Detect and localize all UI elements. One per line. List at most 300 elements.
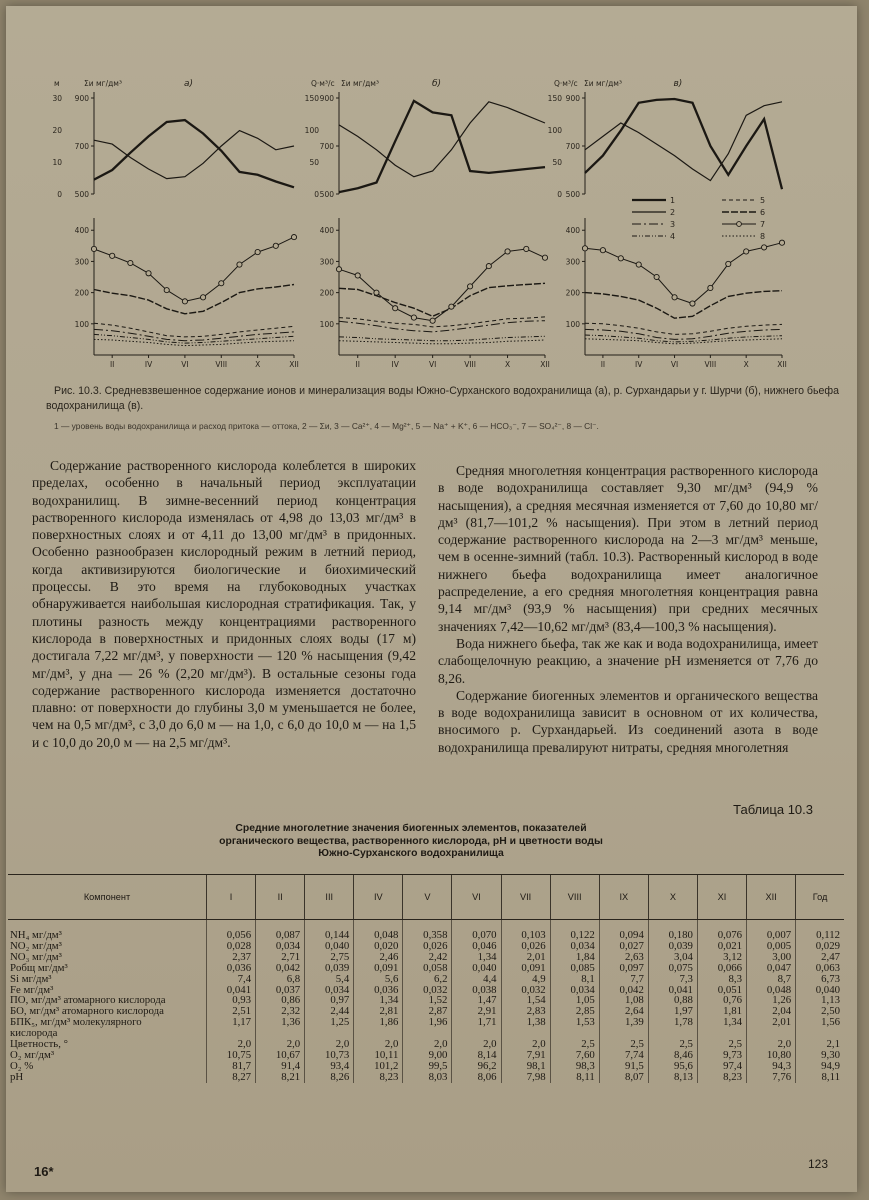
column-header: V [403,875,452,920]
table-cell: 0,046 [452,941,501,952]
series-marker [672,295,677,300]
table-cell: 7,76 [747,1072,796,1083]
table-cell: 2,32 [256,1006,305,1017]
table-cell: 91,4 [256,1061,305,1072]
table-cell: 0,026 [501,941,550,952]
table-cell: 7,60 [550,1050,599,1061]
tick-label: 10 [52,158,62,167]
row-label: O₂ мг/дм³ [10,1048,55,1061]
table-cell: 0,041 [207,985,256,996]
table-title-line: Южно-Сурханского водохранилища [318,848,504,859]
axis-label: Σи мг/дм³ [341,79,379,88]
legend-label: 1 [670,196,676,205]
figure-svg [32,60,842,390]
table-cell: 0,094 [599,920,648,941]
tick-label: IV [144,360,153,369]
panel-label: а) [184,79,194,89]
table-cell: 0,047 [747,963,796,974]
table-cell: 1,05 [550,995,599,1006]
table-cell: 8,23 [697,1072,746,1083]
legend-label: 7 [760,220,766,229]
series-marker [618,256,623,261]
table-cell: 1,84 [550,952,599,963]
table-row [8,1072,844,1083]
axis-label: Σи мг/дм³ [584,79,622,88]
column-header: X [648,875,697,920]
table-cell: 0,122 [550,920,599,941]
table-cell: 0,070 [452,920,501,941]
table-cell: 1,26 [747,995,796,1006]
tick-label: 900 [565,94,580,103]
tick-label: 200 [565,288,580,298]
table-cell: 10,80 [747,1050,796,1061]
table-cell: 94,3 [747,1061,796,1072]
series-marker [182,299,187,304]
row-label: NO₃ мг/дм³ [10,950,62,963]
series-marker [761,245,766,250]
tick-label: 700 [319,142,334,151]
series-line [94,329,294,340]
series-line [585,335,782,342]
table-cell: 2,1 [796,1039,844,1050]
row-label: БО, мг/дм³ атомарного кислорода [10,1005,164,1018]
row-label: Цветность, ° [10,1038,68,1051]
axis-label: Σи мг/дм³ [84,79,122,88]
table-cell: 1,34 [354,995,403,1006]
series-marker [636,262,641,267]
table-cell: 0,039 [305,963,354,974]
tick-label: 900 [74,94,89,103]
table-cell: 0,020 [354,941,403,952]
series-marker [237,262,242,267]
column-header: VII [501,875,550,920]
table-cell: 0,034 [550,985,599,996]
series-marker [430,318,435,323]
table-cell: 3,00 [747,952,796,963]
table-cell: 0,034 [550,941,599,952]
table-cell: 1,78 [648,1017,697,1039]
legend-label: 3 [670,220,676,229]
table-header-row [8,875,844,920]
series-line [94,120,294,187]
table-cell: 99,5 [403,1061,452,1072]
column-header: XII [747,875,796,920]
panel-label: в) [673,79,683,89]
table-cell: 2,47 [796,952,844,963]
table-cell: 0,041 [648,985,697,996]
table-cell: 0,144 [305,920,354,941]
table-cell: 1,36 [256,1017,305,1039]
tick-label: 0 [314,190,319,199]
table-cell: 2,5 [550,1039,599,1050]
table-cell: 91,5 [599,1061,648,1072]
table-cell: 2,64 [599,1006,648,1017]
table-cell: 2,01 [501,952,550,963]
table-cell: 2,50 [796,1006,844,1017]
table-cell: 3,12 [697,952,746,963]
table-cell: 1,34 [697,1017,746,1039]
tick-label: 300 [565,257,580,267]
table-cell: 1,39 [599,1017,648,1039]
tick-label: VIII [704,360,717,369]
table-cell: 2,46 [354,952,403,963]
tick-label: VIII [464,360,476,369]
table-cell: 2,0 [256,1039,305,1050]
table-cell: 0,029 [796,941,844,952]
table-cell: 0,058 [403,963,452,974]
table-cell: 0,007 [747,920,796,941]
table-cell: 5,4 [305,974,354,985]
series-marker [128,260,133,265]
table-cell: 0,075 [648,963,697,974]
table-cell: 8,06 [452,1072,501,1083]
series-marker [110,253,115,258]
chart-panel [582,92,785,358]
tick-label: X [504,360,511,369]
panel-label: б) [432,79,442,89]
table-cell: 2,63 [599,952,648,963]
series-marker [779,240,784,245]
table-cell: 2,44 [305,1006,354,1017]
table-cell: 1,34 [452,952,501,963]
paragraph: Содержание биогенных элементов и органического вещества в воде водохранилища зависит в основном от их количества, вносимого р. Сурхандарьей. Из соединений азота в воде водохранилища превалируют нитраты, средняя многолетняя [438,687,818,755]
series-line [339,321,545,332]
table-cell: 2,5 [697,1039,746,1050]
tick-label: 50 [309,158,319,167]
tick-label: XII [289,360,299,369]
table-cell: 2,0 [501,1039,550,1050]
tick-label: XII [540,360,550,369]
page-number: 123 [808,1157,829,1171]
table-cell: 93,4 [305,1061,354,1072]
tick-label: II [355,360,360,369]
table-cell: 0,026 [403,941,452,952]
row-label: БПК₅, мг/дм³ молекулярного кислорода [10,1016,142,1040]
table-cell: 0,180 [648,920,697,941]
tick-label: 200 [319,288,334,298]
table-cell: 0,040 [452,963,501,974]
series-marker [726,261,731,266]
series-marker [600,248,605,253]
table-cell: 1,96 [403,1017,452,1039]
legend-label: 6 [760,208,766,217]
tick-label: X [255,360,261,369]
table-cell: 7,91 [501,1050,550,1061]
column-header: VI [452,875,501,920]
table-row [8,963,844,974]
table-cell: 8,7 [747,974,796,985]
table-cell: 1,38 [501,1017,550,1039]
table-cell: 0,040 [305,941,354,952]
series-line [339,101,545,192]
row-label: NO₂ мг/дм³ [10,939,62,952]
table-cell: 7,4 [207,974,256,985]
table-cell: 0,087 [256,920,305,941]
column-header: IV [354,875,403,920]
data-table [8,874,844,1083]
series-marker [336,267,341,272]
table-cell: 0,028 [207,941,256,952]
table-cell: 2,01 [747,1017,796,1039]
table-cell: 10,73 [305,1050,354,1061]
table-cell: 2,0 [354,1039,403,1050]
table-row [8,974,844,985]
table-cell: 1,08 [599,995,648,1006]
table-cell: 0,021 [697,941,746,952]
table-cell: 9,00 [403,1050,452,1061]
table-cell: 94,9 [796,1061,844,1072]
table-cell: 7,98 [501,1072,550,1083]
tick-label: 50 [552,158,562,167]
tick-label: 900 [319,94,334,103]
tick-label: VI [428,360,437,369]
series-line [94,339,294,345]
row-label: Si мг/дм³ [10,972,52,985]
table-cell: 81,7 [207,1061,256,1072]
table-cell: 2,0 [305,1039,354,1050]
table-cell: 0,027 [599,941,648,952]
table-cell: 2,87 [403,1006,452,1017]
table-title-line: Средние многолетние значения биогенных элементов, показателей [235,823,587,834]
series-line [339,249,545,321]
table-cell: 2,0 [207,1039,256,1050]
table-cell: 0,091 [354,963,403,974]
axis-label: м [54,79,60,88]
table-cell: 8,27 [207,1072,256,1083]
column-header: Год [796,875,844,920]
table-title [126,823,696,861]
tick-label: 400 [319,226,334,236]
table-cell: 0,76 [697,995,746,1006]
table-cell: 0,039 [648,941,697,952]
series-line [94,237,294,301]
series-marker [690,301,695,306]
table-cell: 6,8 [256,974,305,985]
tick-label: 100 [319,319,334,329]
table-cell: 8,23 [354,1072,403,1083]
table-cell: 98,1 [501,1061,550,1072]
tick-label: II [109,360,115,369]
table-cell: 0,034 [305,985,354,996]
table-row [8,1017,844,1039]
table-cell: 0,038 [452,985,501,996]
series-marker [542,255,547,260]
table-number: Таблица 10.3 [733,802,813,817]
table-cell: 96,2 [452,1061,501,1072]
table-cell: 95,6 [648,1061,697,1072]
table-cell: 0,86 [256,995,305,1006]
row-label: Pобщ мг/дм³ [10,961,68,974]
tick-label: 100 [547,126,562,135]
table-cell: 0,056 [207,920,256,941]
table-cell: 2,0 [747,1039,796,1050]
chart-panel [336,92,548,358]
table-row [8,941,844,952]
table-row [8,1039,844,1050]
table-cell: 2,42 [403,952,452,963]
tick-label: 500 [319,190,334,199]
left-column [32,457,416,751]
table-cell: 0,97 [305,995,354,1006]
table-cell: 4,9 [501,974,550,985]
table-cell: 8,1 [550,974,599,985]
table-cell: 8,13 [648,1072,697,1083]
paragraph: Вода нижнего бьефа, так же как и вода водохранилища, имеет слабощелочную реакцию, а значение pH изменяется от 7,76 до 8,26. [438,635,818,686]
tick-label: II [600,360,606,369]
tick-label: IV [391,360,399,369]
table-cell: 8,07 [599,1072,648,1083]
table-cell: 10,75 [207,1050,256,1061]
table-cell: 0,037 [256,985,305,996]
caption-main: Рис. 10.3. Средневзвешенное содержание ионов и минерализация воды Южно-Сурханского водохранилища (а), р. Сурхандарьи у г. Шурчи (б), нижнего бьефа водохранилища (в). [46,385,840,412]
table-cell: 4,4 [452,974,501,985]
table-cell: 0,358 [403,920,452,941]
table-cell: 0,103 [501,920,550,941]
table-cell: 0,048 [747,985,796,996]
tick-label: VI [181,360,189,369]
table-cell: 8,46 [648,1050,697,1061]
row-label: pH [10,1070,24,1083]
figure-10-3 [32,60,842,390]
series-marker [91,246,96,251]
column-header: XI [697,875,746,920]
axis-label: Q·м³/с [311,79,335,88]
series-marker [582,246,587,251]
column-header: I [207,875,256,920]
table-cell: 8,03 [403,1072,452,1083]
series-line [94,334,294,343]
series-marker [449,304,454,309]
table-cell: 7,74 [599,1050,648,1061]
table-cell: 2,51 [207,1006,256,1017]
series-marker [255,249,260,254]
table-cell: 0,048 [354,920,403,941]
series-marker [164,288,169,293]
table-row [8,1050,844,1061]
tick-label: 700 [565,142,580,151]
table-cell: 98,3 [550,1061,599,1072]
tick-label: 150 [304,94,319,103]
table-cell: 0,112 [796,920,844,941]
table-cell: 2,83 [501,1006,550,1017]
table-cell: 7,7 [599,974,648,985]
series-marker [467,284,472,289]
series-marker [524,246,529,251]
table-cell: 1,17 [207,1017,256,1039]
table-cell: 10,67 [256,1050,305,1061]
table-cell: 1,25 [305,1017,354,1039]
series-marker [708,285,713,290]
table-cell: 10,11 [354,1050,403,1061]
series-line [585,291,782,319]
table-cell: 0,066 [697,963,746,974]
series-line [585,243,782,304]
table-cell: 1,97 [648,1006,697,1017]
table-cell: 0,051 [697,985,746,996]
table-cell: 2,04 [747,1006,796,1017]
table-cell: 0,097 [599,963,648,974]
tick-label: VIII [215,360,228,369]
series-marker [146,271,151,276]
table-cell: 2,85 [550,1006,599,1017]
table-cell: 8,11 [550,1072,599,1083]
tick-label: 100 [74,319,89,329]
table-cell: 0,040 [796,985,844,996]
table-cell: 0,091 [501,963,550,974]
table-cell: 97,4 [697,1061,746,1072]
table-cell: 1,53 [550,1017,599,1039]
legend-label: 5 [760,196,766,205]
table-cell: 0,032 [403,985,452,996]
table-cell: 0,005 [747,941,796,952]
table-cell: 0,042 [599,985,648,996]
series-marker [374,290,379,295]
axis-label: Q·м³/с [554,79,578,88]
table-row [8,1061,844,1072]
table-cell: 5,6 [354,974,403,985]
row-label: NH₄ мг/дм³ [10,929,62,941]
tick-label: 400 [565,226,580,236]
table-cell: 1,54 [501,995,550,1006]
tick-label: 200 [74,288,89,298]
table-cell: 0,085 [550,963,599,974]
series-marker [393,306,398,311]
series-line [339,340,545,344]
table-cell: 8,3 [697,974,746,985]
table-cell: 8,11 [796,1072,844,1083]
series-marker [505,249,510,254]
series-marker [200,295,205,300]
table-cell: 0,034 [256,941,305,952]
table-cell: 0,042 [256,963,305,974]
table-cell: 1,56 [796,1017,844,1039]
tick-label: 100 [304,126,319,135]
tick-label: 100 [565,319,580,329]
book-page [6,6,857,1192]
tick-label: 700 [74,142,89,151]
row-label: O₂ % [10,1059,34,1072]
tick-label: X [743,360,749,369]
table-cell: 2,71 [256,952,305,963]
series-line [94,323,294,337]
series-marker [355,273,360,278]
table-cell: 1,71 [452,1017,501,1039]
series-marker [219,281,224,286]
table-cell: 1,81 [697,1006,746,1017]
series-marker [654,274,659,279]
paragraph: Средняя многолетняя концентрация растворенного кислорода в воде водохранилища составляет 9,30 мг/дм³ (94,9 % насыщения), а средняя месячная изменяется от 7,60 до 10,80 мг/дм³ (81,7—101,2 % насыщения). При этом в летний период содержание растворенного кислорода на 2—3 мг/дм³ меньше, чем в осенне-зимний (табл. 10.3). Растворенный кислород в воде нижнего бьефа водохранилища имеет аналогичное распределение, а его средняя многолетняя концентрация равна 9,14 мг/дм³ (93,9 % насыщения) при средних месячных значениях 7,42—10,62 мг/дм³ (83,4—100,3 % насыщения). [438,463,818,634]
column-header: IX [599,875,648,920]
table-title-line: органического вещества, растворенного кислорода, pH и цветности воды [219,835,603,847]
table-cell: 6,73 [796,974,844,985]
tick-label: 300 [74,257,89,267]
right-column [438,462,818,756]
chart-panel [91,92,297,358]
table-cell: 0,93 [207,995,256,1006]
series-line [339,336,545,340]
table-cell: 8,26 [305,1072,354,1083]
tick-label: 150 [547,94,562,103]
table-cell: 6,2 [403,974,452,985]
table-cell: 2,5 [648,1039,697,1050]
tick-label: 500 [74,190,89,199]
series-line [585,323,782,334]
tick-label: VI [670,360,679,369]
legend-label: 4 [670,232,676,241]
table-cell: 9,30 [796,1050,844,1061]
table-cell: 3,04 [648,952,697,963]
column-header: Компонент [8,875,207,920]
